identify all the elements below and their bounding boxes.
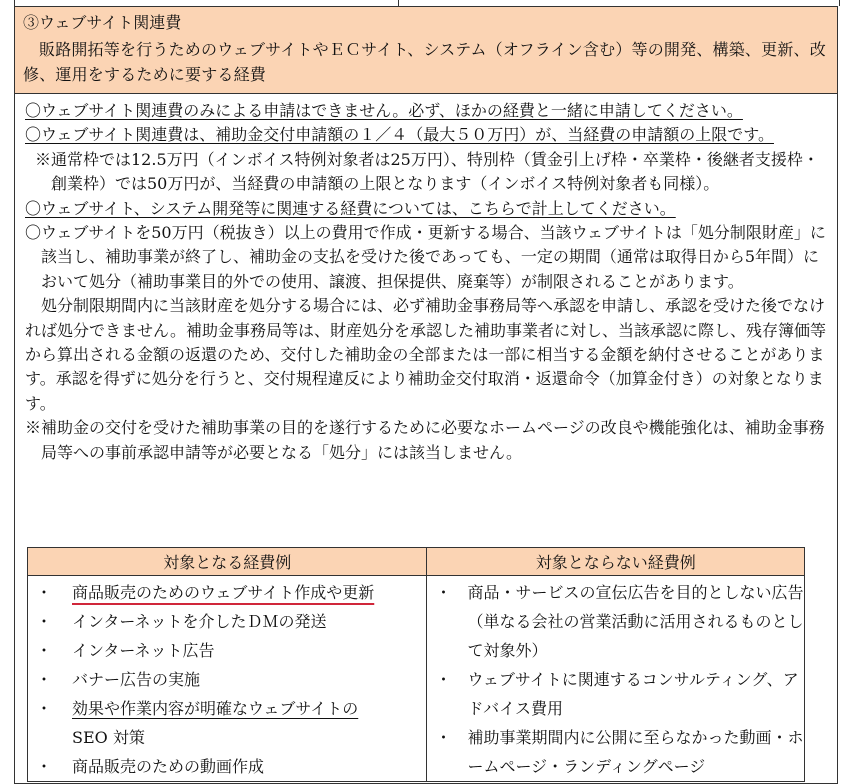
list-item: ・ 商品販売のための動画作成 bbox=[28, 752, 426, 781]
list-item: ・ 補助事業期間内に公開に至らなかった動画・ホームページ・ランディングページ bbox=[427, 723, 804, 781]
bullet: ・ bbox=[36, 699, 53, 718]
rule-note: ※通常枠では12.5万円（インボイス特例対象者は25万円）、特別枠（賃金引上げ枠・卒業枠・後継者支援枠・創業枠）では50万円が、当経費の申請額の上限となります（インボイス特例対象者も同様）。 bbox=[35, 149, 819, 194]
bullet: ・ bbox=[36, 670, 53, 689]
rules-body bbox=[25, 99, 833, 465]
list-item: ・ 商品販売のためのウェブサイト作成や更新 bbox=[28, 578, 426, 607]
bullet: ・ bbox=[36, 641, 53, 660]
list-item: ・ ウェブサイトに関連するコンサルティング、アドバイス費用 bbox=[427, 665, 804, 723]
list-item: ・ インターネットを介したＤＭの発送 bbox=[28, 607, 426, 636]
bullet: ・ bbox=[435, 583, 452, 602]
bullet: ・ bbox=[435, 728, 452, 747]
eligible-list bbox=[28, 576, 427, 782]
section-header bbox=[15, 7, 837, 94]
section-title: ③ウェブサイト関連費 bbox=[23, 13, 182, 32]
expense-section bbox=[14, 6, 838, 784]
section-description: 販路開拓等を行うためのウェブサイトやＥＣサイト、システム（オフライン含む）等の開発、構築、更新、改修、運用をするために要する経費 bbox=[23, 40, 826, 84]
bullet: ・ bbox=[36, 583, 53, 602]
bullet: ・ bbox=[435, 670, 452, 689]
rule-item: 〇ウェブサイトを50万円（税抜き）以上の費用で作成・更新する場合、当該ウェブサイトは「処分制限財産」に該当し、補助事業が終了し、補助金の支払を受けた後であっても、一定の期間（通常は取得日から5年間）において処分（補助事業目的外での使用、譲渡、担保提供、廃棄等）が制限されることがあります。 bbox=[25, 223, 826, 291]
list-item: ・ バナー広告の実施 bbox=[28, 665, 426, 694]
table-header-eligible: 対象となる経費例 bbox=[28, 548, 427, 576]
rule-item: 〇ウェブサイト関連費のみによる申請はできません。必ず、ほかの経費と一緒に申請してください。 bbox=[25, 101, 743, 120]
rule-item: 〇ウェブサイト関連費は、補助金交付申請額の１／４（最大５０万円）が、当経費の申請額の上限です。 bbox=[25, 125, 774, 145]
bullet: ・ bbox=[36, 757, 53, 776]
list-item: ・ 効果や作業内容が明確なウェブサイトの bbox=[28, 694, 426, 723]
table-header-ineligible: 対象とならない経費例 bbox=[427, 548, 805, 576]
list-item: ・ 商品・サービスの宣伝広告を目的としない広告（単なる会社の営業活動に活用されるものとして対象外） bbox=[427, 578, 804, 665]
bullet: ・ bbox=[36, 612, 53, 631]
rule-note: ※補助金の交付を受けた補助事業の目的を遂行するために必要なホームページの改良や機能強化は、補助金事務局等への事前承認申請等が必要となる「処分」には該当しません。 bbox=[25, 418, 825, 462]
expense-examples-table bbox=[27, 547, 805, 782]
list-item: ・ インターネット広告 bbox=[28, 636, 426, 665]
rule-item: 〇ウェブサイト、システム開発等に関連する経費については、こちらで計上してください。 bbox=[25, 198, 676, 218]
list-item-continuation: SEO 対策 bbox=[72, 728, 145, 747]
ineligible-list bbox=[427, 576, 805, 782]
rule-paragraph: 処分制限期間内に当該財産を処分する場合には、必ず補助金事務局等へ承認を申請し、承認を受けた後でなければ処分できません。補助金事務局等は、財産処分を承認した補助事業者に対し、当該承認に際し、残存簿価等から算出される金額の返還のため、交付した補助金の全部または一部に相当する金額を納付させることがあります。承認を得ずに処分を行うと、交付規程違反により補助金交付取消・返還命令（加算金付き）の対象となります。 bbox=[25, 296, 826, 413]
